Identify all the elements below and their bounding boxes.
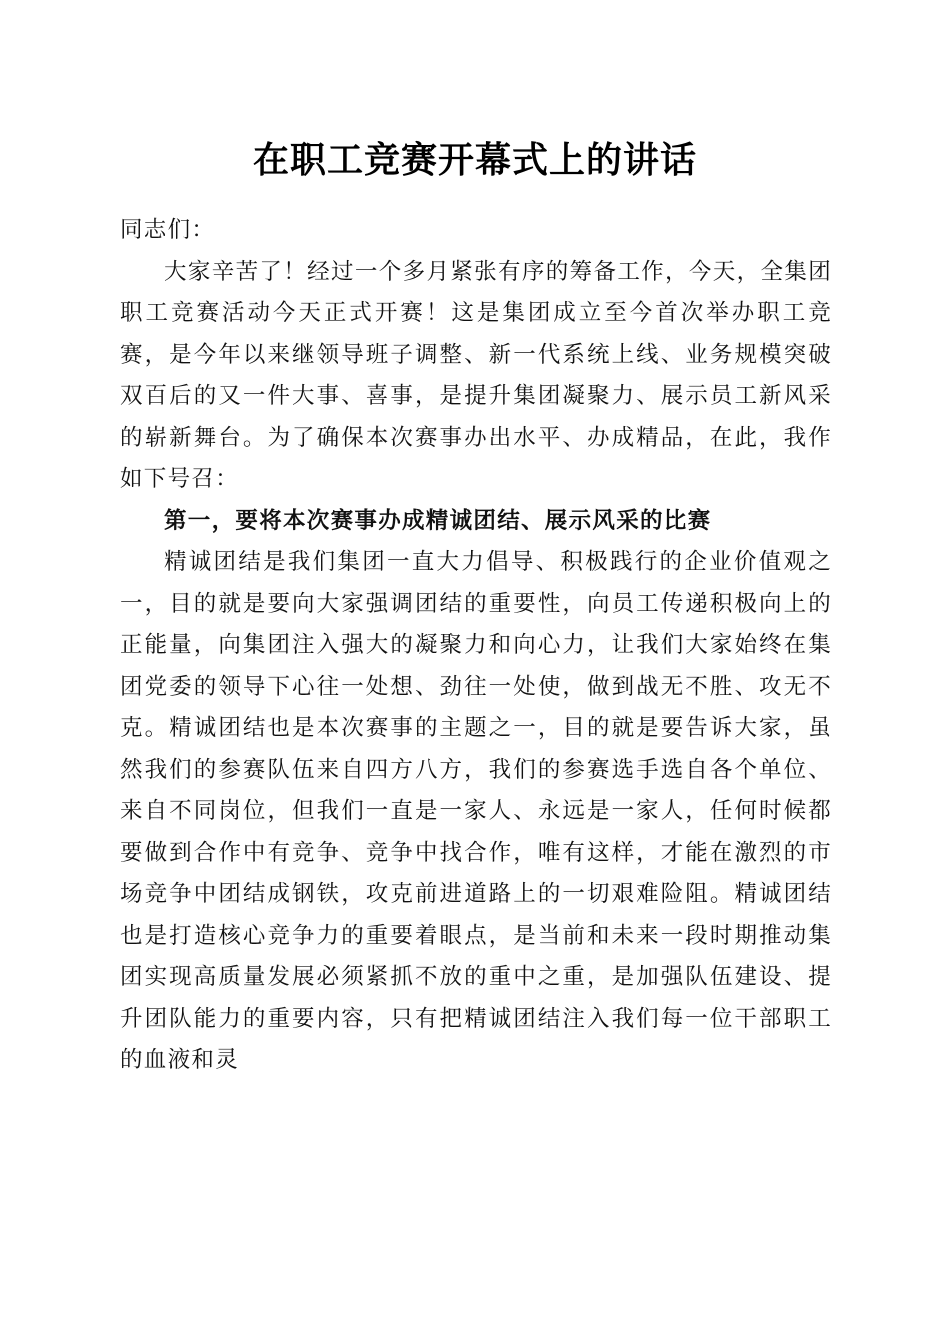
document-title: 在职工竞赛开幕式上的讲话 <box>252 139 697 181</box>
section-heading-first: 第一，要将本次赛事办成精诚团结、展示风采的比赛 <box>164 507 712 534</box>
document-body <box>120 210 832 1082</box>
paragraph-unity: 精诚团结是我们集团一直大力倡导、积极践行的企业价值观之一，目的就是要向大家强调团结的重要性，向员工传递积极向上的正能量，向集团注入强大的凝聚力和向心力，让我们大家始终在集团党委的领导下心往一处想、劲往一处使，做到战无不胜、攻无不克。精诚团结也是本次赛事的主题之一，目的就是要告诉大家，虽然我们的参赛队伍来自四方八方，我们的参赛选手选自各个单位、来自不同岗位，但我们一直是一家人、永远是一家人，任何时候都要做到合作中有竞争、竞争中找合作，唯有这样，才能在激烈的市场竞争中团结成钢铁，攻克前进道路上的一切艰难险阻。精诚团结也是打造核心竞争力的重要着眼点，是当前和未来一段时期推动集团实现高质量发展必须紧抓不放的重中之重，是加强队伍建设、提升团队能力的重要内容，只有把精诚团结注入我们每一位干部职工的血液和灵 <box>120 549 832 1073</box>
salutation: 同志们： <box>120 217 216 243</box>
paragraph-opening: 大家辛苦了！经过一个多月紧张有序的筹备工作，今天，全集团职工竞赛活动今天正式开赛！这是集团成立至今首次举办职工竞赛，是今年以来继领导班子调整、新一代系统上线、业务规模突破双百后的又一件大事、喜事，是提升集团凝聚力、展示员工新风采的崭新舞台。为了确保本次赛事办出水平、办成精品，在此，我作如下号召： <box>120 258 832 492</box>
